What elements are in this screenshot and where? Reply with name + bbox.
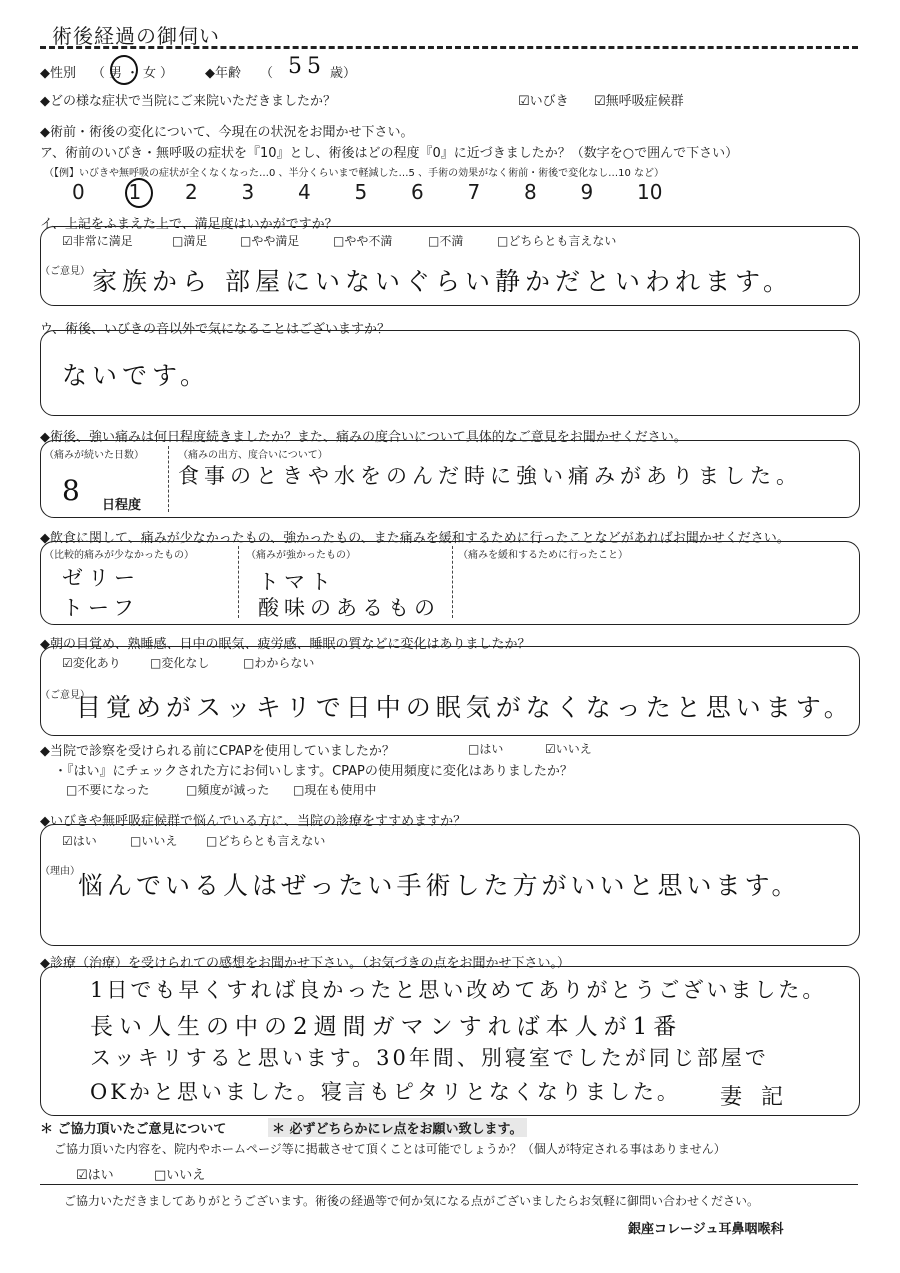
consent-text: ご協力頂いた内容を、院内やホームページ等に掲載させて頂くことは可能でしょうか？（個人が特定される事はありません） [54, 1142, 726, 1156]
scale-6[interactable]: 6 [411, 180, 424, 204]
q8-sub-opt-reduced[interactable]: □頻度が減った [186, 783, 270, 797]
q8-opt-no[interactable]: ☑いいえ [545, 742, 592, 756]
q10-line-2: 長い人生の中の2週間ガマンすれば本人が1番 [90, 1014, 683, 1040]
q9-opt-yes[interactable]: ☑はい [62, 834, 97, 848]
q3-opt-very-satisfied[interactable]: ☑非常に満足 [62, 234, 133, 248]
q2-heading: ◆術前・術後の変化について、今現在の状況をお聞かせ下さい。 [40, 125, 414, 140]
q6-less-item: ゼリー [62, 566, 140, 590]
scale-0[interactable]: 0 [72, 180, 85, 204]
q9-opt-neither[interactable]: □どちらとも言えない [206, 834, 326, 848]
q3-answer: 家族から 部屋にいないぐらい静かだといわれます。 [92, 267, 793, 296]
q2-a-text: ア、術前のいびき・無呼吸の症状を『10』とし、術後はどの程度『0』に近づきましたか？（数字を○で囲んで下さい） [40, 146, 739, 161]
clinic-name: 銀座コレージュ耳鼻咽喉科 [628, 1222, 784, 1237]
thanks-text: ご協力いただきましてありがとうございます。術後の経過等で何か気になる点がございましたらお気軽に御問い合わせください。 [64, 1194, 760, 1208]
q3-opt-somewhat-satisfied[interactable]: □やや満足 [240, 234, 300, 248]
q6-more-item: 酸味のあるもの [258, 596, 440, 620]
title-rule [40, 46, 858, 49]
consent-heading-a: ＊ ご協力頂いたご意見について [40, 1122, 227, 1137]
q6-less-label: （比較的痛みが少なかったもの） [44, 550, 194, 561]
q9-answer: 悩んでいる人はぜったい手術した方がいいと思います。 [78, 871, 801, 900]
page-title: 術後経過の御伺い [52, 24, 220, 48]
q3-opt-neither[interactable]: □どちらとも言えない [497, 234, 617, 248]
q9-opt-no[interactable]: □いいえ [130, 834, 178, 848]
age-value: 55 [288, 54, 326, 79]
q10-line-3: スッキリすると思います。30年間、別寝室でしたが同じ部屋で [90, 1046, 769, 1070]
consent-opt-no[interactable]: □いいえ [154, 1168, 206, 1183]
q7-opt-unknown[interactable]: □わからない [243, 656, 315, 670]
q5-text: ◆術後、強い痛みは何日程度続きましたか？また、痛みの度合いについて具体的なご意見をお聞かせください。 [40, 430, 687, 445]
scale-9[interactable]: 9 [580, 180, 594, 204]
gender-value: （男・女） [92, 66, 178, 81]
q9-text: ◆いびきや無呼吸症候群で悩んでいる方に、当院の診療をすすめますか？ [40, 814, 467, 829]
scale-4[interactable]: 4 [298, 180, 311, 204]
q6-text: ◆飲食に関して、痛みが少なかったもの、強かったもの、また痛みを緩和するために行ったことなどがあればお聞かせください。 [40, 531, 790, 546]
q2-example: （【例】いびきや無呼吸の症状が全くなくなった…0 、半分くらいまで軽減した…5 、手術の効果がなく術前・術後で変化なし…10 など） [44, 168, 664, 179]
q6-divider-1 [238, 546, 239, 618]
q6-relief-label: （痛みを緩和するために行ったこと） [458, 550, 628, 561]
gender-label: ◆性別 [40, 66, 76, 81]
q1-text: ◆どの様な症状で当院にご来院いただきましたか？ [40, 94, 336, 109]
age-label: ◆年齢 [205, 66, 241, 81]
q8-text: ◆当院で診察を受けられる前にCPAPを使用していましたか？ [40, 744, 395, 759]
q7-text: ◆朝の目覚め、熟睡感、日中の眠気、疲労感、睡眠の質などに変化はありましたか？ [40, 637, 531, 652]
q5-days-value: 8 [62, 474, 85, 507]
q4-text: ウ、術後、いびきの音以外で気になることはございますか？ [40, 322, 390, 337]
q8-sub-text: ・『はい』にチェックされた方にお伺いします。CPAPの使用頻度に変化はありましたか？ [54, 764, 573, 779]
q5-divider [168, 446, 169, 512]
q6-less-item: トーフ [62, 596, 139, 620]
q10-line-4: OKかと思いました。寝言もピタリとなくなりました。 [90, 1080, 681, 1104]
q2-scale [72, 180, 694, 204]
q7-opt-changed[interactable]: ☑変化あり [62, 656, 121, 670]
q7-answer: 目覚めがスッキリで日中の眠気がなくなったと思います。 [76, 693, 854, 722]
scale-selected-circle-mark [125, 178, 153, 208]
q1-snore-checkbox[interactable]: ☑いびき [518, 94, 569, 109]
scale-10[interactable]: 10 [637, 180, 663, 204]
q1-apnea-checkbox[interactable]: ☑無呼吸症候群 [594, 94, 684, 109]
consent-heading-b: ＊ 必ずどちらかにレ点をお願い致します。 [268, 1118, 527, 1137]
q9-reason-label: （理由） [40, 866, 80, 877]
q3-text: イ、上記をふまえた上で、満足度はいかがですか？ [40, 217, 338, 232]
q5-degree-label: （痛みの出方、度合いについて） [178, 450, 328, 461]
consent-opt-yes[interactable]: ☑はい [76, 1168, 114, 1183]
q10-line-1: 1日でも早くすれば良かったと思い改めてありがとうございました。 [90, 978, 827, 1002]
scale-5[interactable]: 5 [354, 180, 368, 204]
age-open: （ [260, 66, 274, 81]
q7-opinion-label: （ご意見） [40, 690, 90, 701]
q6-divider-2 [452, 546, 453, 618]
q10-signature: 妻 記 [720, 1085, 789, 1110]
q3-opt-somewhat-dissatisfied[interactable]: □やや不満 [333, 234, 393, 248]
q5-days-unit: 日程度 [102, 498, 142, 513]
q7-opt-no-change[interactable]: □変化なし [150, 656, 210, 670]
q8-opt-yes[interactable]: □はい [468, 742, 504, 756]
q6-more-item: トマト [258, 570, 336, 594]
q4-answer: ないです。 [62, 361, 211, 390]
scale-3[interactable]: 3 [241, 180, 255, 204]
gender-circle-mark [110, 55, 138, 85]
q8-sub-opt-still-using[interactable]: □現在も使用中 [293, 783, 377, 797]
age-unit: 歳） [330, 66, 357, 81]
q5-days-label: （痛みが続いた日数） [44, 450, 144, 461]
scale-8[interactable]: 8 [524, 180, 537, 204]
q5-degree-answer: 食事のときや水をのんだ時に強い痛みがありました。 [178, 464, 802, 488]
scale-2[interactable]: 2 [185, 180, 198, 204]
q10-text: ◆診療（治療）を受けられての感想をお聞かせ下さい。（お気づきの点をお聞かせ下さい。） [40, 956, 570, 971]
q3-opt-satisfied[interactable]: □満足 [172, 234, 208, 248]
q3-opinion-label: （ご意見） [40, 266, 90, 277]
scale-1[interactable]: 1 [128, 180, 142, 204]
q3-opt-dissatisfied[interactable]: □不満 [428, 234, 464, 248]
scale-7[interactable]: 7 [467, 180, 481, 204]
footer-rule [40, 1184, 858, 1185]
q6-more-label: （痛みが強かったもの） [246, 550, 356, 561]
q8-sub-opt-unneeded[interactable]: □不要になった [66, 783, 150, 797]
